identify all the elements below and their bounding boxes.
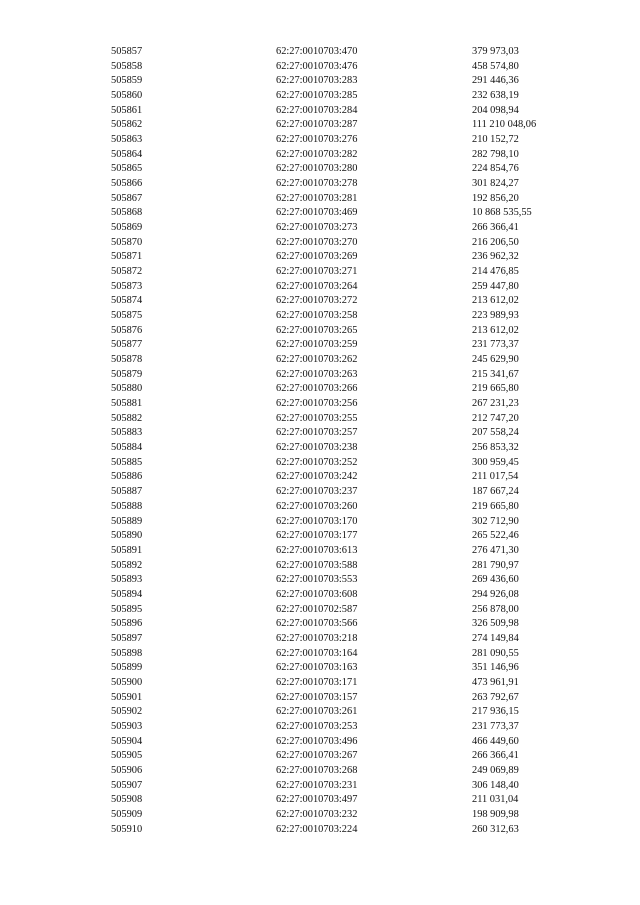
cadastral-value: 263 792,67 xyxy=(472,691,519,703)
cadastral-value: 266 366,41 xyxy=(472,222,519,234)
row-number: 505875 xyxy=(111,310,143,322)
table-row xyxy=(0,735,640,750)
table-row xyxy=(0,559,640,574)
cadastral-number: 62:27:0010703:588 xyxy=(276,559,358,571)
table-row xyxy=(0,45,640,60)
table-row xyxy=(0,74,640,89)
table-row xyxy=(0,177,640,192)
row-number: 505895 xyxy=(111,603,143,615)
table-row xyxy=(0,793,640,808)
table-row xyxy=(0,647,640,662)
row-number: 505879 xyxy=(111,368,143,380)
row-number: 505860 xyxy=(111,90,143,102)
row-number: 505872 xyxy=(111,266,143,278)
cadastral-value: 236 962,32 xyxy=(472,251,519,263)
table-row xyxy=(0,426,640,441)
cadastral-value: 214 476,85 xyxy=(472,266,519,278)
cadastral-value: 379 973,03 xyxy=(472,46,519,57)
cadastral-value: 267 231,23 xyxy=(472,398,519,410)
table-row xyxy=(0,720,640,735)
cadastral-value: 204 098,94 xyxy=(472,104,519,116)
table-row xyxy=(0,192,640,207)
table-row xyxy=(0,353,640,368)
cadastral-value-table xyxy=(0,45,640,837)
cadastral-value: 256 878,00 xyxy=(472,603,519,615)
cadastral-value: 223 989,93 xyxy=(472,310,519,322)
cadastral-value: 294 926,08 xyxy=(472,588,519,600)
cadastral-number: 62:27:0010703:257 xyxy=(276,427,358,439)
cadastral-value: 211 031,04 xyxy=(472,794,519,806)
cadastral-value: 211 017,54 xyxy=(472,471,519,483)
table-row xyxy=(0,265,640,280)
table-row xyxy=(0,412,640,427)
cadastral-number: 62:27:0010703:476 xyxy=(276,60,358,72)
table-row xyxy=(0,823,640,838)
cadastral-value: 466 449,60 xyxy=(472,735,519,747)
cadastral-value: 265 522,46 xyxy=(472,530,519,542)
row-number: 505859 xyxy=(111,75,143,87)
cadastral-value: 473 961,91 xyxy=(472,676,519,688)
table-row xyxy=(0,764,640,779)
table-row xyxy=(0,661,640,676)
row-number: 505888 xyxy=(111,500,143,512)
cadastral-number: 62:27:0010703:271 xyxy=(276,266,358,278)
cadastral-number: 62:27:0010703:287 xyxy=(276,119,358,131)
table-row xyxy=(0,133,640,148)
cadastral-number: 62:27:0010703:272 xyxy=(276,295,358,307)
cadastral-number: 62:27:0010703:553 xyxy=(276,574,358,586)
cadastral-number: 62:27:0010703:255 xyxy=(276,412,358,424)
row-number: 505901 xyxy=(111,691,143,703)
cadastral-number: 62:27:0010703:269 xyxy=(276,251,358,263)
cadastral-number: 62:27:0010703:264 xyxy=(276,280,358,292)
row-number: 505906 xyxy=(111,764,143,776)
cadastral-number: 62:27:0010703:285 xyxy=(276,90,358,102)
cadastral-number: 62:27:0010703:261 xyxy=(276,706,358,718)
table-row xyxy=(0,221,640,236)
cadastral-value: 231 773,37 xyxy=(472,720,519,732)
table-row xyxy=(0,368,640,383)
cadastral-value: 274 149,84 xyxy=(472,632,519,644)
table-row xyxy=(0,676,640,691)
table-row xyxy=(0,500,640,515)
row-number: 505869 xyxy=(111,222,143,234)
table-row xyxy=(0,691,640,706)
row-number: 505862 xyxy=(111,119,143,131)
cadastral-value: 302 712,90 xyxy=(472,515,519,527)
cadastral-value: 260 312,63 xyxy=(472,823,519,835)
cadastral-number: 62:27:0010703:238 xyxy=(276,442,358,454)
row-number: 505891 xyxy=(111,544,143,556)
cadastral-value: 231 773,37 xyxy=(472,339,519,351)
cadastral-value: 249 069,89 xyxy=(472,764,519,776)
cadastral-value: 187 667,24 xyxy=(472,486,519,498)
cadastral-number: 62:27:0010703:232 xyxy=(276,808,358,820)
cadastral-value: 245 629,90 xyxy=(472,354,519,366)
cadastral-number: 62:27:0010703:278 xyxy=(276,178,358,190)
cadastral-value: 281 090,55 xyxy=(472,647,519,659)
cadastral-value: 217 936,15 xyxy=(472,706,519,718)
cadastral-number: 62:27:0010703:218 xyxy=(276,632,358,644)
row-number: 505892 xyxy=(111,559,143,571)
table-row xyxy=(0,338,640,353)
row-number: 505857 xyxy=(111,46,143,57)
cadastral-value: 198 909,98 xyxy=(472,808,519,820)
cadastral-value: 212 747,20 xyxy=(472,412,519,424)
table-row xyxy=(0,485,640,500)
cadastral-number: 62:27:0010703:163 xyxy=(276,662,358,674)
row-number: 505865 xyxy=(111,163,143,175)
cadastral-number: 62:27:0010703:265 xyxy=(276,324,358,336)
row-number: 505881 xyxy=(111,398,143,410)
cadastral-number: 62:27:0010703:231 xyxy=(276,779,358,791)
row-number: 505861 xyxy=(111,104,143,116)
cadastral-value: 269 436,60 xyxy=(472,574,519,586)
row-number: 505858 xyxy=(111,60,143,72)
cadastral-number: 62:27:0010703:280 xyxy=(276,163,358,175)
cadastral-value: 216 206,50 xyxy=(472,236,519,248)
cadastral-number: 62:27:0010703:273 xyxy=(276,222,358,234)
table-row xyxy=(0,206,640,221)
cadastral-number: 62:27:0010703:270 xyxy=(276,236,358,248)
table-row xyxy=(0,456,640,471)
row-number: 505886 xyxy=(111,471,143,483)
cadastral-number: 62:27:0010703:171 xyxy=(276,676,358,688)
cadastral-value: 207 558,24 xyxy=(472,427,519,439)
cadastral-number: 62:27:0010702:587 xyxy=(276,603,358,615)
cadastral-number: 62:27:0010703:267 xyxy=(276,750,358,762)
cadastral-number: 62:27:0010703:470 xyxy=(276,46,358,57)
row-number: 505885 xyxy=(111,456,143,468)
table-row xyxy=(0,250,640,265)
row-number: 505908 xyxy=(111,794,143,806)
table-row xyxy=(0,515,640,530)
row-number: 505900 xyxy=(111,676,143,688)
cadastral-value: 213 612,02 xyxy=(472,295,519,307)
cadastral-number: 62:27:0010703:266 xyxy=(276,383,358,395)
cadastral-number: 62:27:0010703:263 xyxy=(276,368,358,380)
table-row xyxy=(0,280,640,295)
cadastral-value: 10 868 535,55 xyxy=(472,207,532,219)
row-number: 505883 xyxy=(111,427,143,439)
row-number: 505882 xyxy=(111,412,143,424)
row-number: 505893 xyxy=(111,574,143,586)
row-number: 505897 xyxy=(111,632,143,644)
cadastral-number: 62:27:0010703:164 xyxy=(276,647,358,659)
row-number: 505866 xyxy=(111,178,143,190)
table-row xyxy=(0,309,640,324)
cadastral-number: 62:27:0010703:157 xyxy=(276,691,358,703)
table-row xyxy=(0,529,640,544)
cadastral-number: 62:27:0010703:282 xyxy=(276,148,358,160)
table-row xyxy=(0,162,640,177)
table-row xyxy=(0,382,640,397)
cadastral-number: 62:27:0010703:497 xyxy=(276,794,358,806)
table-row xyxy=(0,573,640,588)
row-number: 505887 xyxy=(111,486,143,498)
table-row xyxy=(0,603,640,618)
row-number: 505910 xyxy=(111,823,143,835)
cadastral-value: 301 824,27 xyxy=(472,178,519,190)
cadastral-value: 259 447,80 xyxy=(472,280,519,292)
row-number: 505874 xyxy=(111,295,143,307)
cadastral-value: 351 146,96 xyxy=(472,662,519,674)
row-number: 505904 xyxy=(111,735,143,747)
cadastral-number: 62:27:0010703:259 xyxy=(276,339,358,351)
row-number: 505905 xyxy=(111,750,143,762)
row-number: 505873 xyxy=(111,280,143,292)
row-number: 505870 xyxy=(111,236,143,248)
table-row xyxy=(0,236,640,251)
table-row xyxy=(0,470,640,485)
table-row xyxy=(0,118,640,133)
row-number: 505894 xyxy=(111,588,143,600)
row-number: 505867 xyxy=(111,192,143,204)
cadastral-number: 62:27:0010703:237 xyxy=(276,486,358,498)
row-number: 505876 xyxy=(111,324,143,336)
cadastral-number: 62:27:0010703:613 xyxy=(276,544,358,556)
cadastral-number: 62:27:0010703:469 xyxy=(276,207,358,219)
table-row xyxy=(0,544,640,559)
table-row xyxy=(0,397,640,412)
table-row xyxy=(0,324,640,339)
cadastral-number: 62:27:0010703:260 xyxy=(276,500,358,512)
row-number: 505877 xyxy=(111,339,143,351)
cadastral-value: 213 612,02 xyxy=(472,324,519,336)
table-row xyxy=(0,749,640,764)
table-row xyxy=(0,104,640,119)
table-row xyxy=(0,441,640,456)
cadastral-number: 62:27:0010703:608 xyxy=(276,588,358,600)
table-row xyxy=(0,779,640,794)
cadastral-number: 62:27:0010703:566 xyxy=(276,618,358,630)
cadastral-value: 192 856,20 xyxy=(472,192,519,204)
cadastral-number: 62:27:0010703:242 xyxy=(276,471,358,483)
cadastral-value: 300 959,45 xyxy=(472,456,519,468)
row-number: 505863 xyxy=(111,134,143,146)
table-row xyxy=(0,60,640,75)
row-number: 505898 xyxy=(111,647,143,659)
cadastral-number: 62:27:0010703:256 xyxy=(276,398,358,410)
row-number: 505902 xyxy=(111,706,143,718)
row-number: 505884 xyxy=(111,442,143,454)
cadastral-value: 256 853,32 xyxy=(472,442,519,454)
cadastral-value: 210 152,72 xyxy=(472,134,519,146)
cadastral-value: 215 341,67 xyxy=(472,368,519,380)
cadastral-number: 62:27:0010703:224 xyxy=(276,823,358,835)
row-number: 505903 xyxy=(111,720,143,732)
row-number: 505907 xyxy=(111,779,143,791)
cadastral-value: 219 665,80 xyxy=(472,500,519,512)
table-row xyxy=(0,89,640,104)
cadastral-number: 62:27:0010703:252 xyxy=(276,456,358,468)
table-row xyxy=(0,294,640,309)
cadastral-value: 224 854,76 xyxy=(472,163,519,175)
cadastral-number: 62:27:0010703:258 xyxy=(276,310,358,322)
table-row xyxy=(0,617,640,632)
cadastral-number: 62:27:0010703:283 xyxy=(276,75,358,87)
row-number: 505909 xyxy=(111,808,143,820)
cadastral-number: 62:27:0010703:177 xyxy=(276,530,358,542)
cadastral-value: 282 798,10 xyxy=(472,148,519,160)
table-row xyxy=(0,808,640,823)
table-row xyxy=(0,148,640,163)
cadastral-number: 62:27:0010703:281 xyxy=(276,192,358,204)
cadastral-number: 62:27:0010703:262 xyxy=(276,354,358,366)
cadastral-value: 306 148,40 xyxy=(472,779,519,791)
cadastral-value: 111 210 048,06 xyxy=(472,119,537,131)
cadastral-value: 219 665,80 xyxy=(472,383,519,395)
cadastral-number: 62:27:0010703:253 xyxy=(276,720,358,732)
table-row xyxy=(0,588,640,603)
cadastral-number: 62:27:0010703:170 xyxy=(276,515,358,527)
cadastral-number: 62:27:0010703:496 xyxy=(276,735,358,747)
table-row xyxy=(0,632,640,647)
cadastral-number: 62:27:0010703:268 xyxy=(276,764,358,776)
cadastral-value: 458 574,80 xyxy=(472,60,519,72)
row-number: 505889 xyxy=(111,515,143,527)
cadastral-value: 266 366,41 xyxy=(472,750,519,762)
cadastral-number: 62:27:0010703:276 xyxy=(276,134,358,146)
cadastral-value: 291 446,36 xyxy=(472,75,519,87)
cadastral-value: 326 509,98 xyxy=(472,618,519,630)
cadastral-value: 276 471,30 xyxy=(472,544,519,556)
row-number: 505880 xyxy=(111,383,143,395)
row-number: 505871 xyxy=(111,251,143,263)
row-number: 505868 xyxy=(111,207,143,219)
row-number: 505896 xyxy=(111,618,143,630)
cadastral-value: 281 790,97 xyxy=(472,559,519,571)
row-number: 505878 xyxy=(111,354,143,366)
row-number: 505899 xyxy=(111,662,143,674)
row-number: 505890 xyxy=(111,530,143,542)
cadastral-number: 62:27:0010703:284 xyxy=(276,104,358,116)
table-row xyxy=(0,705,640,720)
row-number: 505864 xyxy=(111,148,143,160)
cadastral-value: 232 638,19 xyxy=(472,90,519,102)
